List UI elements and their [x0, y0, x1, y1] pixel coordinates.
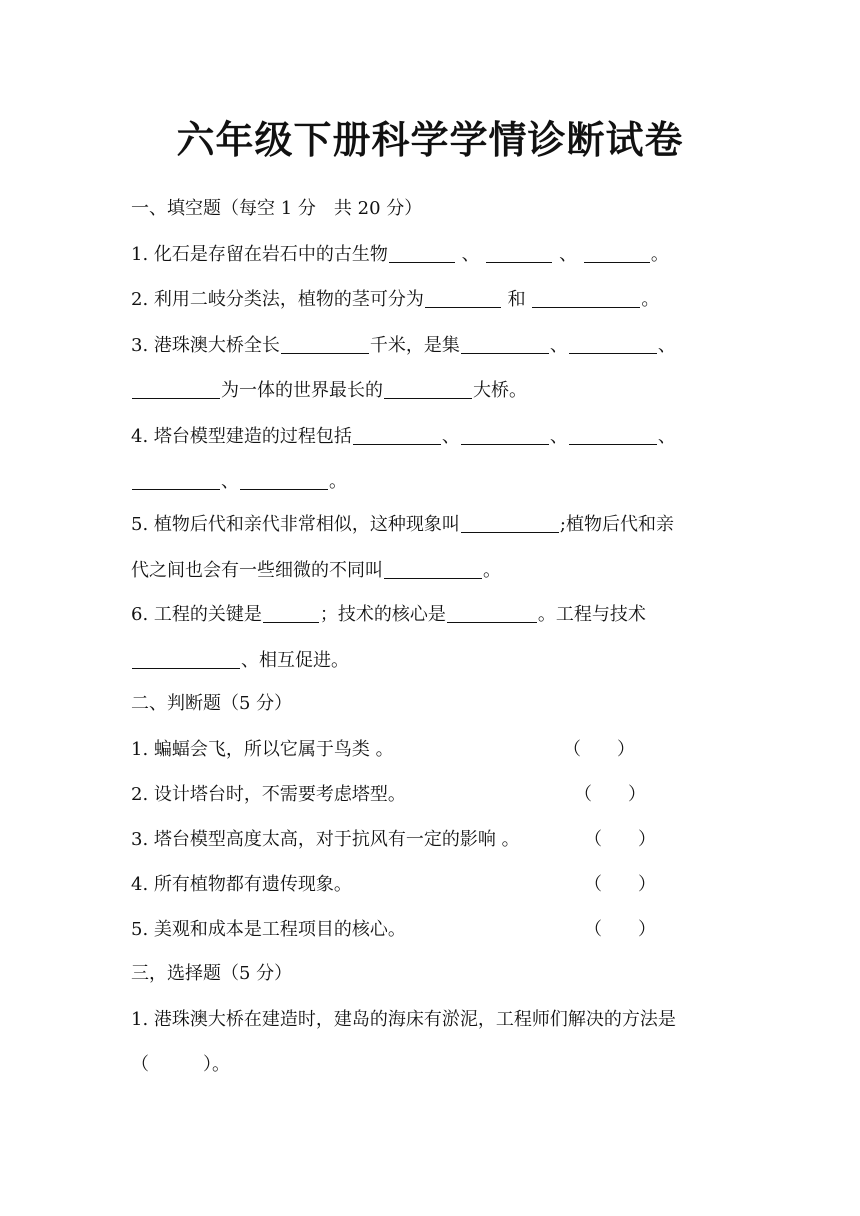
answer-blank[interactable] — [461, 424, 549, 445]
answer-parentheses[interactable]: （ ） — [584, 874, 656, 895]
judge-question-3: 3. 塔台模型高度太高，对于抗风有一定的影响 。 — [131, 829, 520, 850]
fill-question-1: 1. 化石是存留在岩石中的古生物 、 、 。 — [131, 244, 669, 265]
answer-parentheses[interactable]: （ ） — [584, 919, 656, 940]
fill-question-3: 3. 港珠澳大桥全长 千米，是集 、 、 — [131, 335, 676, 356]
answer-parentheses[interactable]: （ ） — [574, 784, 646, 805]
answer-blank[interactable] — [532, 287, 640, 308]
choice-question-1-answer[interactable]: （ ）。 — [131, 1054, 230, 1075]
answer-blank[interactable] — [569, 333, 657, 354]
fill-question-4: 4. 塔台模型建造的过程包括 、 、 、 — [131, 426, 676, 447]
answer-blank[interactable] — [384, 378, 472, 399]
answer-blank[interactable] — [425, 287, 501, 308]
answer-blank[interactable] — [584, 242, 650, 263]
answer-blank[interactable] — [353, 424, 441, 445]
fill-question-2: 2. 利用二岐分类法，植物的茎可分为 和 。 — [131, 289, 660, 310]
answer-parentheses[interactable]: （ ） — [584, 829, 656, 850]
choice-question-1: 1. 港珠澳大桥在建造时，建岛的海床有淤泥，工程师们解决的方法是 — [131, 1009, 676, 1030]
answer-blank[interactable] — [132, 378, 220, 399]
answer-blank[interactable] — [281, 333, 369, 354]
fill-question-4-cont: 、 。 — [131, 467, 741, 497]
answer-parentheses[interactable]: （ ） — [563, 739, 635, 760]
fill-question-5: 5. 植物后代和亲代非常相似，这种现象叫 ;植物后代和亲 — [131, 514, 674, 535]
answer-blank[interactable] — [461, 333, 549, 354]
answer-blank[interactable] — [447, 602, 537, 623]
page-title: 六年级下册科学学情诊断试卷 — [176, 118, 684, 162]
judge-question-5: 5. 美观和成本是工程项目的核心。 — [131, 919, 406, 940]
answer-blank[interactable] — [384, 558, 482, 579]
judge-question-4: 4. 所有植物都有遗传现象。 — [131, 874, 352, 895]
section-choice-heading: 三，选择题（5 分） — [131, 963, 293, 984]
answer-blank[interactable] — [461, 512, 559, 533]
judge-question-1: 1. 蝙蝠会飞，所以它属于鸟类 。 — [131, 739, 394, 760]
answer-blank[interactable] — [569, 424, 657, 445]
answer-blank[interactable] — [240, 469, 328, 490]
fill-question-6-cont: 、相互促进。 — [131, 646, 741, 676]
answer-blank[interactable] — [486, 242, 552, 263]
answer-blank[interactable] — [263, 602, 319, 623]
section-fill-heading: 一、填空题（每空 1 分 共 20 分） — [131, 198, 423, 219]
fill-question-3-cont: 为一体的世界最长的 大桥。 — [131, 376, 741, 406]
fill-question-6: 6. 工程的关键是 ；技术的核心是 。工程与技术 — [131, 604, 646, 625]
answer-blank[interactable] — [389, 242, 455, 263]
answer-blank[interactable] — [132, 648, 240, 669]
answer-blank[interactable] — [132, 469, 220, 490]
judge-question-2: 2. 设计塔台时，不需要考虑塔型。 — [131, 784, 406, 805]
section-judge-heading: 二、判断题（5 分） — [131, 693, 293, 714]
fill-question-5-cont: 代之间也会有一些细微的不同叫 。 — [131, 560, 501, 581]
